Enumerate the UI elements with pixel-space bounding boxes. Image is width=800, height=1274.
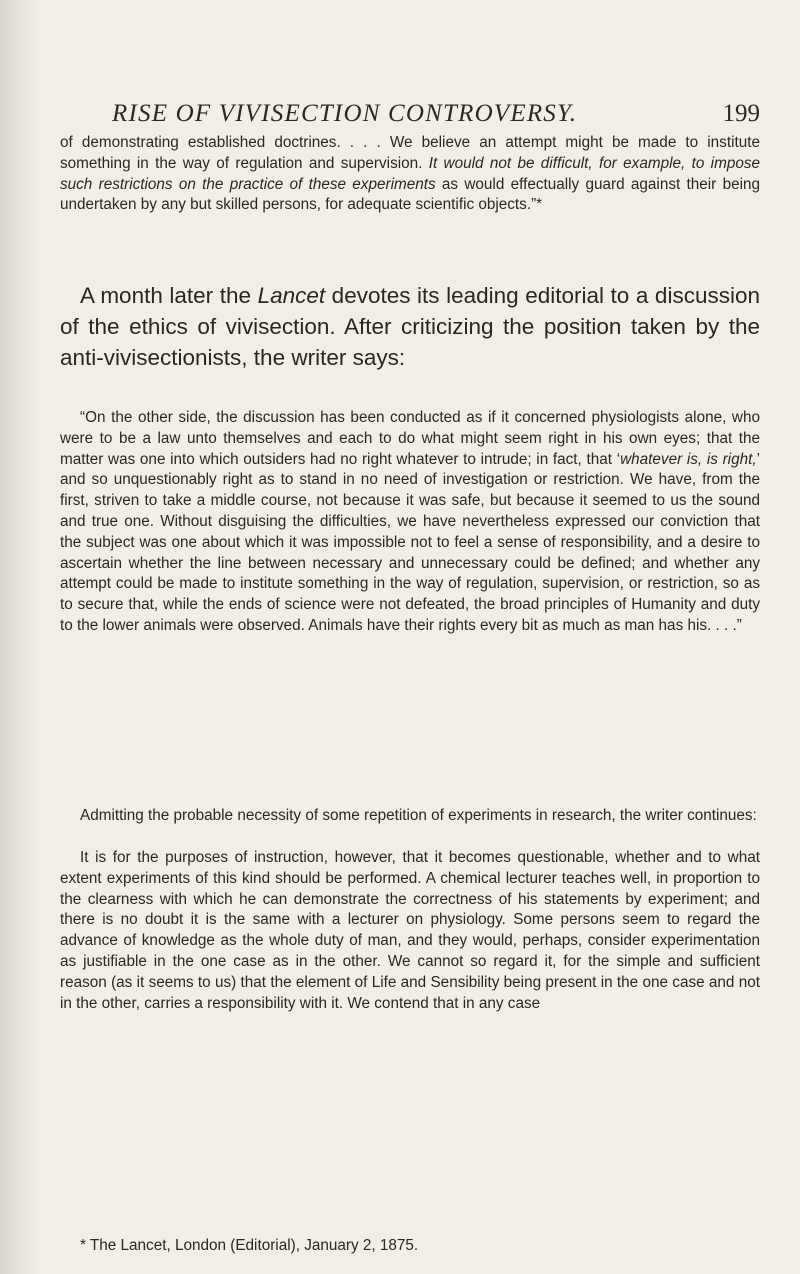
- footnote: * The Lancet, London (Editorial), January 2, 1875.: [80, 1237, 419, 1254]
- quote-paragraph-3: It is for the purposes of instruction, however, that it becomes questionable, whether and to what extent experiments of this kind should be performed. A chemical lecturer teaches well, in proportion to the clearness with which he can demonstrate the correctness of his statements by experiment; and there is no doubt it is the same with a lecturer on physiology. Some persons seem to regard the advance of knowledge as the whole duty of man, and they would, perhaps, consider experimentation as justifiable in the one case as in the other. We cannot so regard it, for the simple and sufficient reason (as it seems to us) that the element of Life and Sensibility being present in the one case and not in the other, carries a responsibility with it. We contend that in any case: [60, 849, 760, 1012]
- page-body: [60, 0, 760, 1274]
- quote1-text-end: as would effectually guard against their being undertaken by any but skilled persons, for adequate scientific objects.”*: [60, 175, 760, 214]
- quote1-text-start: of demonstrating established doctrines. . . . We believe an attempt might be made to institute something in the way of regulation and supervision.: [60, 134, 760, 172]
- quote-paragraph-2: [60, 408, 760, 637]
- page-number: 199: [722, 100, 760, 127]
- quote1-italic-text: It would not be difficult, for example, to impose such restrictions on the practice of these experiments: [60, 154, 760, 193]
- page-gutter-shadow: [0, 0, 38, 1274]
- lead-text-start: A month later the: [80, 283, 258, 308]
- quote-paragraph-1: [60, 133, 760, 216]
- quote2-text-end: ’ and so unquestionably right as to stand in no need of investigation or restriction. We have, from the first, striven to take a middle course, not because it was safe, but because it seemed to us the sound and true one. Without disguising the difficulties, we have nevertheless expressed our conviction that the subject was one about which it was impossible not to feel a sense of responsibility, and a desire to ascertain whether the line between necessary and unnecessary could be defined; and whether any attempt could be made to institute something in the way of regulation, supervision, or restriction, so as to secure that, while the ends of science were not defeated, the broad principles of Humanity and duty to the lower animals were observed. Animals have their rights every bit as much as man has his. . . .”: [60, 450, 760, 634]
- lead-text-end: devotes its leading editorial to a discussion of the ethics of vivisection. After criticizing the position taken by the anti-vivisectionists, the writer says:: [60, 283, 760, 370]
- lead-paragraph: [60, 281, 760, 373]
- lancet-italic: Lancet: [257, 283, 326, 308]
- quote2-text-start: “On the other side, the discussion has been conducted as if it concerned physiologists alone, who were to be a law unto themselves and each to do what might seem right in his own eyes; that the matter was one into which outsiders had no right whatever to intrude; in fact, that ‘: [60, 409, 760, 468]
- admitting-paragraph: Admitting the probable necessity of some repetition of experiments in research, the writer continues:: [80, 807, 757, 824]
- running-head-title: RISE OF VIVISECTION CONTROVERSY.: [112, 100, 578, 127]
- quote2-italic-text: whatever is, is right,: [620, 450, 757, 468]
